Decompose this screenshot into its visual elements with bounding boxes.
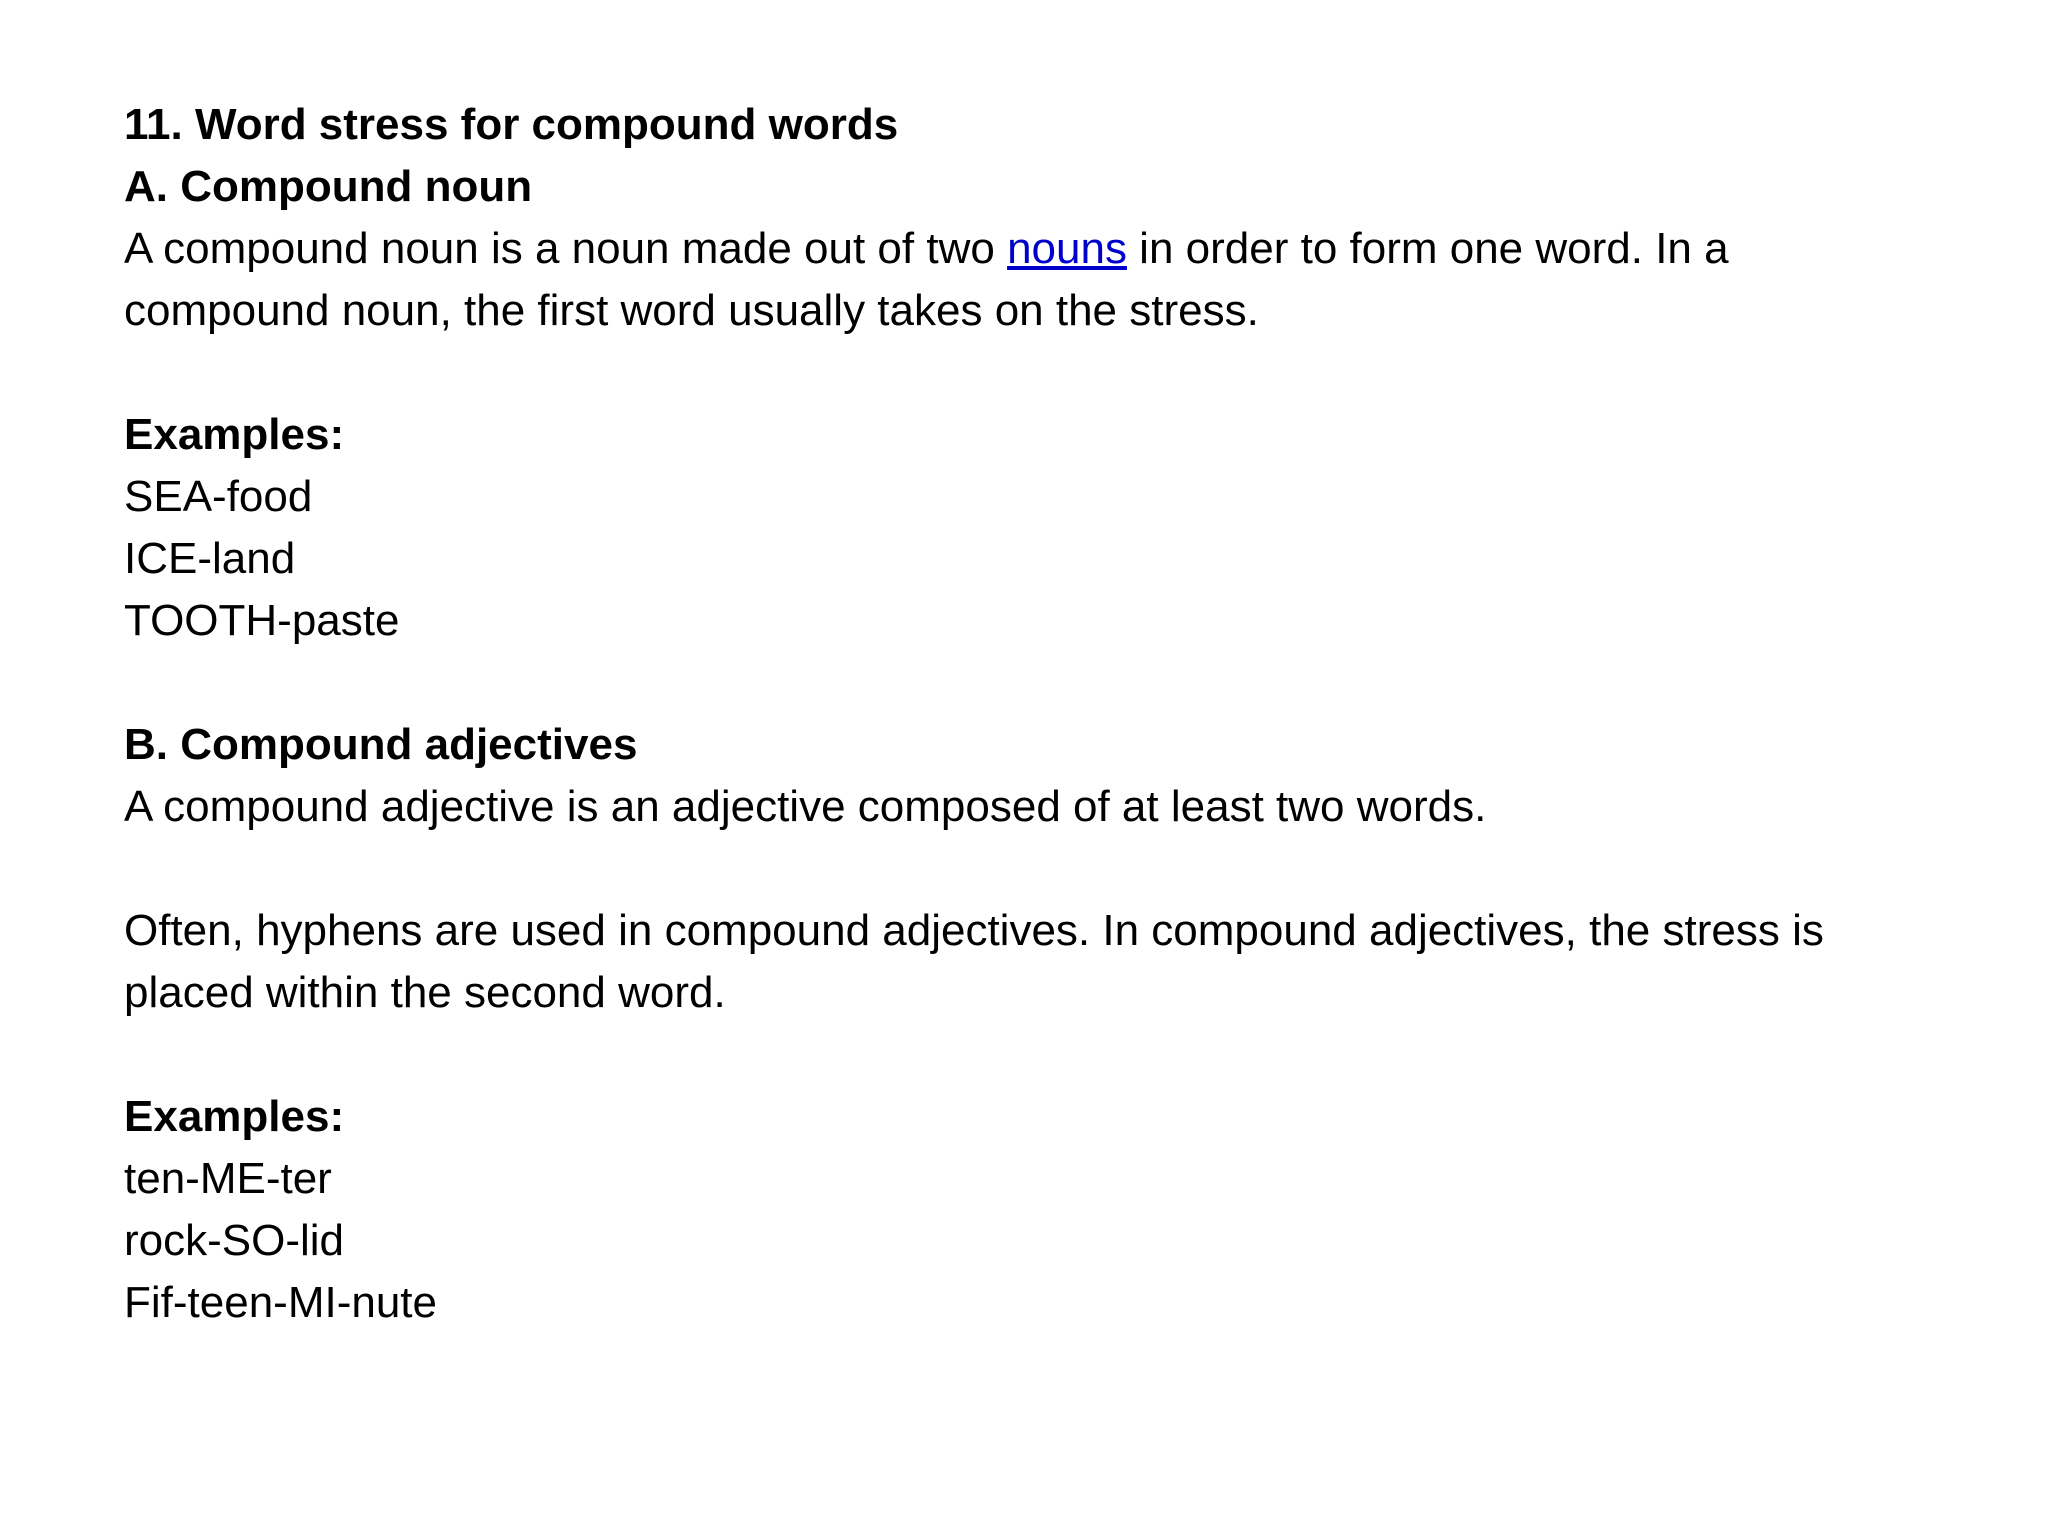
definition-text-after-link: in order to form one word. In a	[1126, 224, 1729, 273]
section-a-definition-line-1	[124, 218, 1984, 280]
spacer	[124, 652, 1984, 714]
spacer	[124, 1024, 1984, 1086]
section-b-example-item: Fif-teen-MI-nute	[124, 1278, 437, 1327]
page-title: 11. Word stress for compound words	[124, 100, 899, 149]
section-b-note-line-1: Often, hyphens are used in compound adjectives. In compound adjectives, the stress is	[124, 906, 1824, 955]
section-b-example-item: rock-SO-lid	[124, 1216, 345, 1265]
section-a-example-item: SEA-food	[124, 472, 313, 521]
section-a-example-item: TOOTH-paste	[124, 596, 400, 645]
section-b-definition: A compound adjective is an adjective composed of at least two words.	[124, 782, 1487, 831]
section-b-example-item: ten-ME-ter	[124, 1154, 332, 1203]
definition-text-before-link: A compound noun is a noun made out of two	[124, 224, 1008, 273]
section-a-definition-line-2: compound noun, the first word usually takes on the stress.	[124, 286, 1259, 335]
section-a-examples-label: Examples:	[124, 410, 345, 459]
spacer	[124, 838, 1984, 900]
spacer	[124, 342, 1984, 404]
slide-content	[124, 94, 1984, 1334]
nouns-link[interactable]: nouns	[1007, 224, 1127, 273]
section-b-title: B. Compound adjectives	[124, 720, 638, 769]
section-a-example-item: ICE-land	[124, 534, 296, 583]
section-b-examples-label: Examples:	[124, 1092, 345, 1141]
section-a-title: A. Compound noun	[124, 162, 533, 211]
section-b-note-line-2: placed within the second word.	[124, 968, 726, 1017]
